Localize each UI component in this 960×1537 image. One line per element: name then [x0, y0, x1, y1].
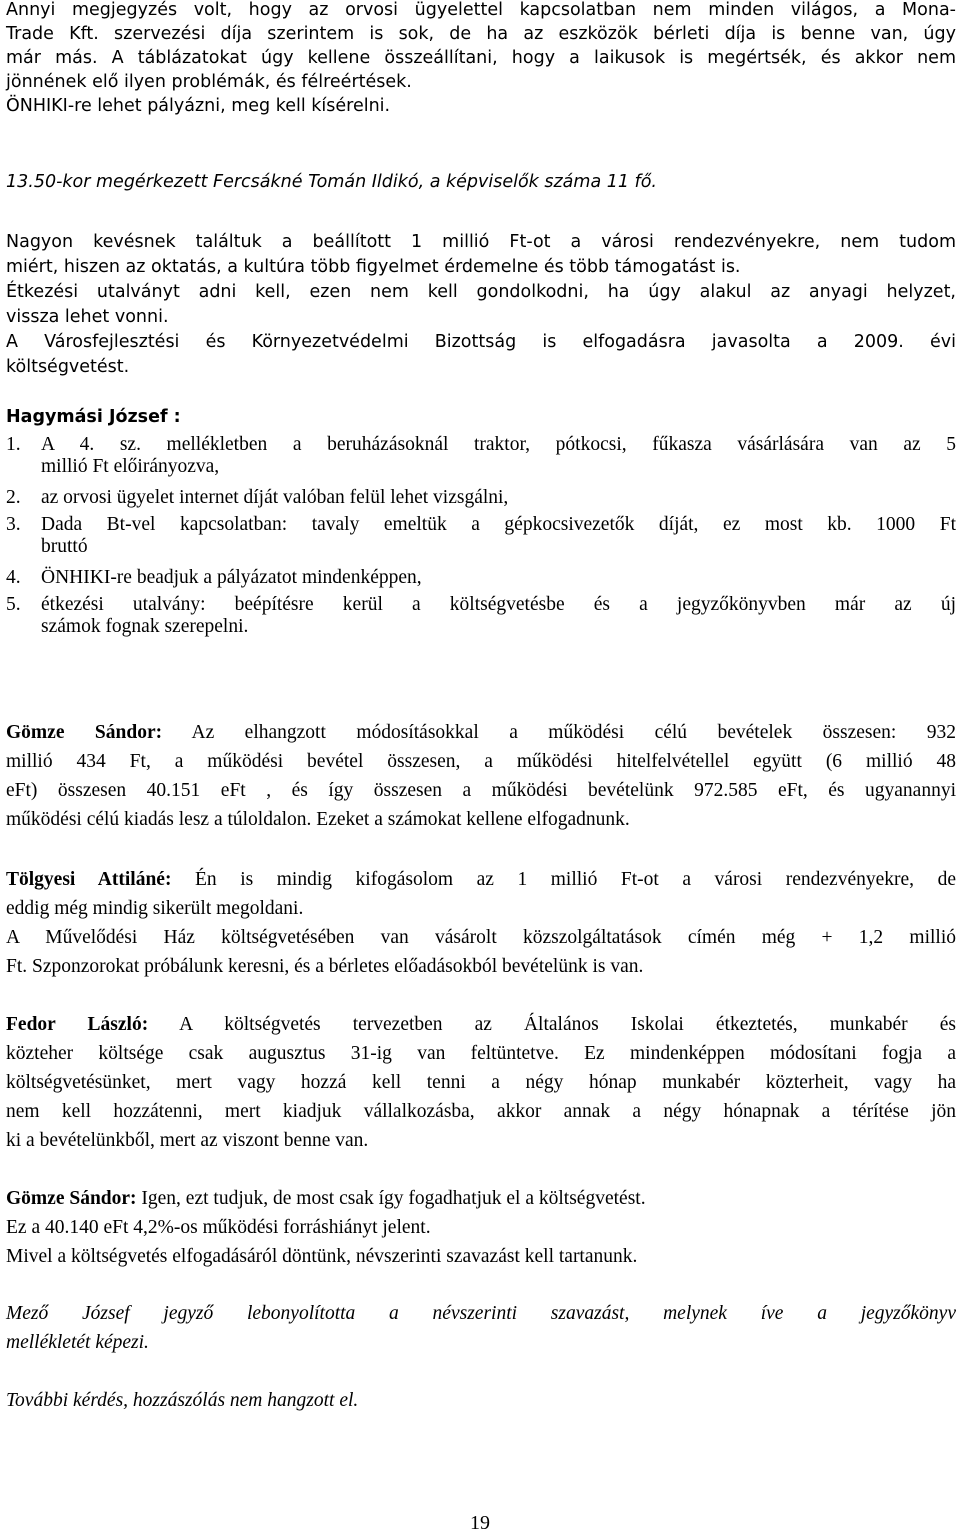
- text-line: Gömze Sándor: Igen, ezt tudjuk, de most csak így fogadhatjuk el a költségvetést.: [6, 1188, 646, 1209]
- text-line: működési célú kiadás lesz a túloldalon. Ezeket a számokat kellene elfogadnunk.: [6, 809, 630, 830]
- text-line: A Művelődési Ház költségvetésében van vásárolt közszolgáltatások címén még + 1,2 millió: [6, 927, 956, 948]
- text-line: ki a bevételünkből, mert az viszont benne van.: [6, 1130, 369, 1151]
- list-number: 3.: [6, 514, 21, 535]
- speaker-name: Tölgyesi Attiláné:: [6, 869, 172, 890]
- text-line: miért, hiszen az oktatás, a kultúra több figyelmet érdemelne és több támogatást is.: [6, 257, 741, 277]
- text-line: További kérdés, hozzászólás nem hangzott el.: [6, 1390, 359, 1411]
- text-line: Étkezési utalványt adni kell, ezen nem kell gondolkodni, ha úgy alakul az anyagi helyzet,: [6, 282, 956, 302]
- list-number: 4.: [6, 567, 21, 588]
- text-line: eFt) összesen 40.151 eFt , és így összesen a működési bevételünk 972.585 eFt, és ugyanannyi: [6, 780, 956, 801]
- text-line: Tölgyesi Attiláné: Én is mindig kifogásolom az 1 millió Ft-ot a városi rendezvényekre, de: [6, 869, 956, 890]
- text-line: Gömze Sándor: Az elhangzott módosításokkal a működési célú bevételek összesen: 932: [6, 722, 956, 743]
- text-line: Ft. Szponzorokat próbálunk keresni, és a bérletes előadásokból bevételünk is van.: [6, 956, 644, 977]
- text-line: Trade Kft. szervezési díja szerintem is sok, de ha az eszközök bérleti díja is benne van, úgy: [6, 24, 956, 44]
- text-line: ÖNHIKI-re lehet pályázni, meg kell kísérelni.: [6, 96, 391, 116]
- text-line: költségvetést.: [6, 357, 130, 377]
- text-line: A Városfejlesztési és Környezetvédelmi Bizottság is elfogadásra javasolta a 2009. évi: [6, 332, 956, 352]
- text-line: Mivel a költségvetés elfogadásáról döntünk, névszerinti szavazást kell tartanunk.: [6, 1246, 638, 1267]
- text-line: nem kell hozzátenni, mert kiadjuk vállalkozásba, akkor annak a négy hónapnak a térítése jön: [6, 1101, 956, 1122]
- speaker-name: Gömze Sándor:: [6, 722, 163, 743]
- text-line: mellékletét képezi.: [6, 1332, 149, 1353]
- list-text: Dada Bt-vel kapcsolatban: tavaly emeltük a gépkocsivezetők díját, ez most kb. 1000 Ft bruttó: [41, 514, 956, 557]
- list-text: A 4. sz. mellékletben a beruházásoknál traktor, pótkocsi, fűkasza vásárlására van az 5 millió Ft előirányozva,: [41, 434, 956, 477]
- text-line: már más. A táblázatokat úgy kellene összeállítani, hogy a laikusok is megértsék, és akkor nem: [6, 48, 956, 68]
- text-line: vissza lehet vonni.: [6, 307, 169, 327]
- text-line: Nagyon kevésnek találtuk a beállított 1 millió Ft-ot a városi rendezvényekre, nem tudom: [6, 232, 956, 252]
- text-line: millió 434 Ft, a működési bevétel összesen, a működési hitelfelvétellel együtt (6 millió 48: [6, 751, 956, 772]
- text-line: eddig még mindig sikerült megoldani.: [6, 898, 304, 919]
- speaker-name: Gömze Sándor:: [6, 1188, 137, 1209]
- text-line: közteher költsége csak augusztus 31-ig van feltüntetve. Ez mindenképpen módosítani fogja a: [6, 1043, 956, 1064]
- list-text: az orvosi ügyelet internet díját valóban felül lehet vizsgálni,: [41, 487, 509, 508]
- text-line: Annyi megjegyzés volt, hogy az orvosi ügyelettel kapcsolatban nem minden világos, a Mona-: [6, 0, 956, 20]
- text-line: Ez a 40.140 eFt 4,2%-os működési forráshiányt jelent.: [6, 1217, 431, 1238]
- text-line: költségvetésünket, mert vagy hozzá kell tenni a négy hónap munkabér közterheit, vagy ha: [6, 1072, 956, 1093]
- list-text: étkezési utalvány: beépítésre kerül a költségvetésbe és a jegyzőkönyvben már az új számok fognak szerepelni.: [41, 594, 956, 637]
- list-number: 5.: [6, 594, 21, 615]
- text-line: Fedor László: A költségvetés tervezetben az Általános Iskolai étkeztetés, munkabér és: [6, 1014, 956, 1035]
- text-line: Mező József jegyző lebonyolította a névszerinti szavazást, melynek íve a jegyzőkönyv: [6, 1303, 956, 1324]
- list-number: 1.: [6, 434, 21, 455]
- speaker-name: Hagymási József :: [6, 407, 181, 427]
- page-number: 19: [470, 1512, 490, 1534]
- text-line: jönnének elő ilyen problémák, és félreértések.: [6, 72, 412, 92]
- list-text: ÖNHIKI-re beadjuk a pályázatot mindenképpen,: [41, 567, 422, 588]
- text-line: 13.50-kor megérkezett Fercsákné Tomán Ildikó, a képviselők száma 11 fő.: [6, 172, 657, 192]
- list-number: 2.: [6, 487, 21, 508]
- speaker-name: Fedor László:: [6, 1014, 149, 1035]
